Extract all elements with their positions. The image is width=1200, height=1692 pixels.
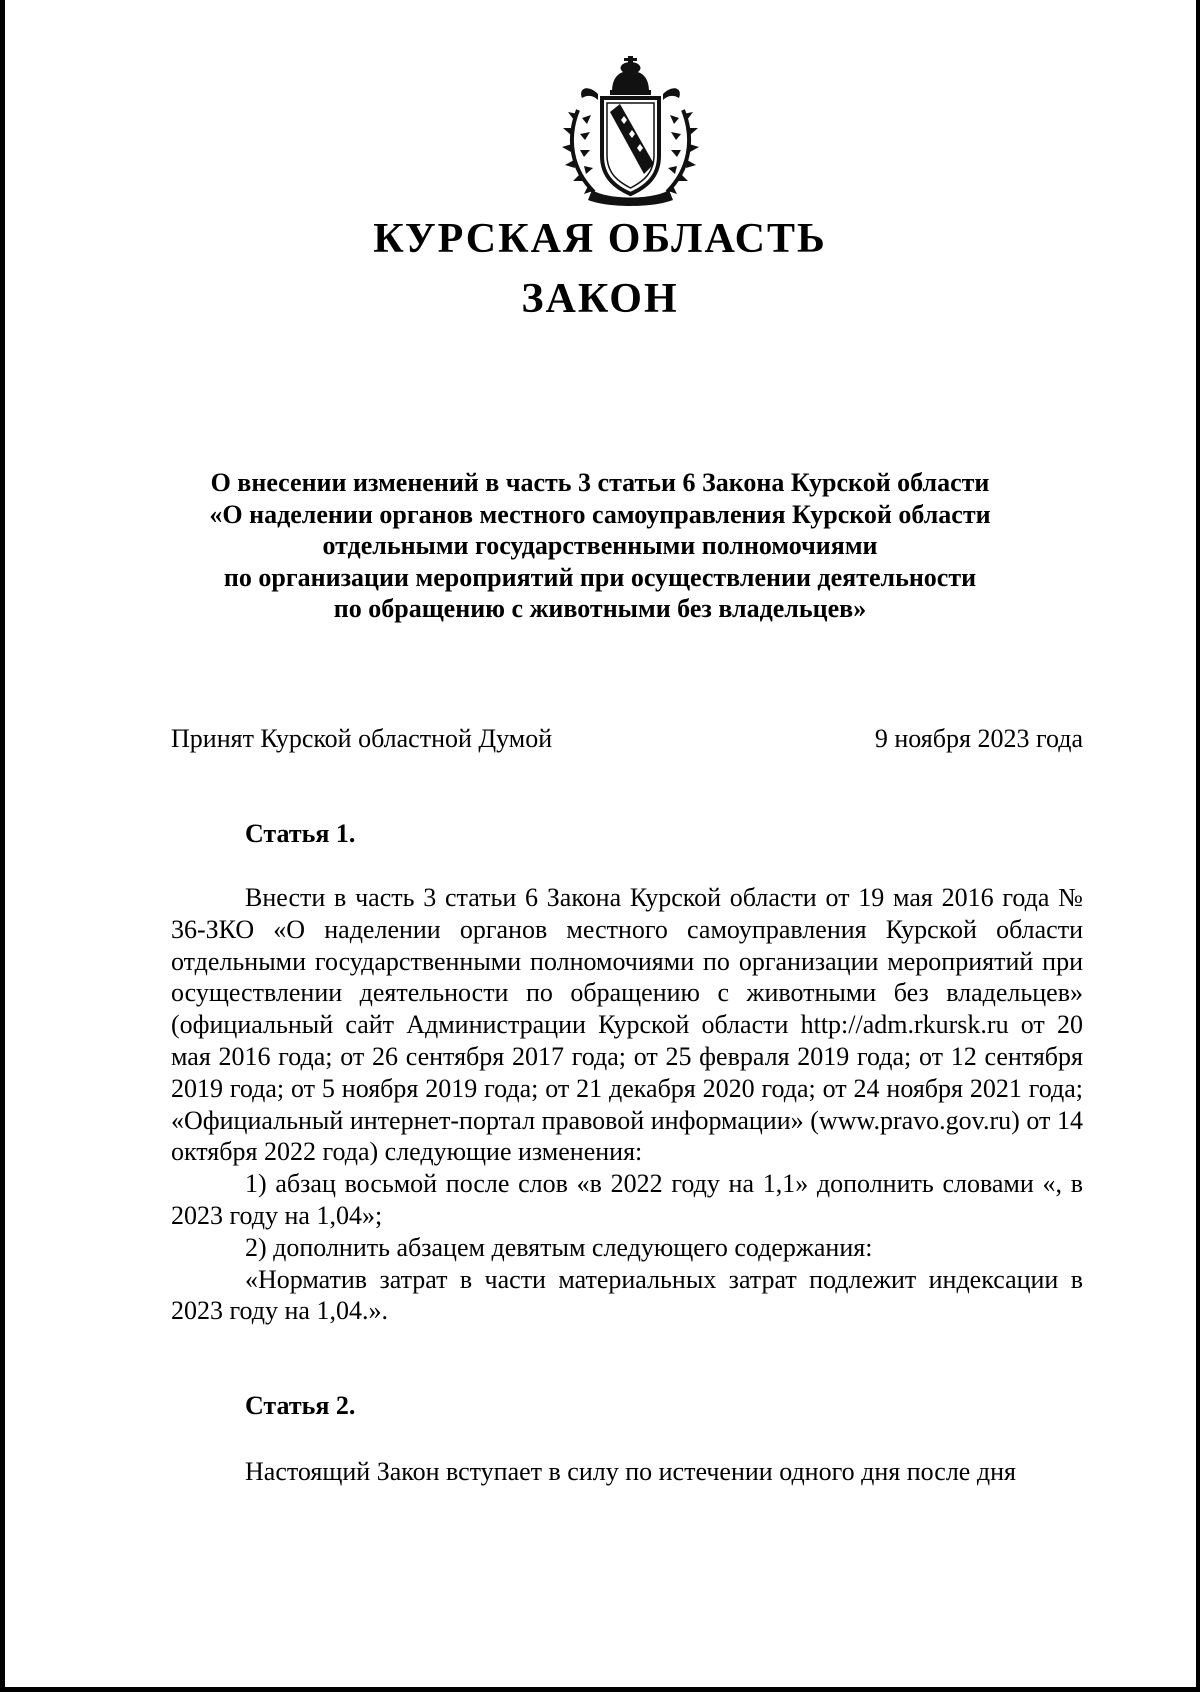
article-1-paragraph: 1) абзац восьмой после слов «в 2022 году на 1,1» дополнить словами «, в 2023 году на 1,04»; (171, 1169, 1083, 1230)
coat-of-arms-icon (558, 54, 703, 206)
article-1-paragraph: 2) дополнить абзацем девятым следующего содержания: (245, 1232, 873, 1262)
law-title-line: по обращению с животными без владельцев» (333, 594, 867, 623)
law-title (120, 467, 1080, 625)
law-title-line: по организации мероприятий при осуществлении деятельности (223, 562, 977, 592)
article-1-heading: Статья 1. (245, 819, 356, 848)
law-title-line: отдельными государственными полномочиями (322, 531, 878, 560)
adopted-by: Принят Курской областной Думой (171, 724, 553, 753)
article-2-paragraph: Настоящий Закон вступает в силу по истечении одного дня после дня (245, 1457, 1016, 1486)
article-1-paragraph: «Норматив затрат в части материальных затрат подлежит индексации в 2023 году на 1,04.». (171, 1264, 1083, 1326)
region-name: КУРСКАЯ ОБЛАСТЬ (373, 216, 827, 262)
adoption-line (171, 723, 1083, 755)
article-2-heading: Статья 2. (245, 1391, 356, 1420)
law-title-line: «О наделении органов местного самоуправления Курской области (209, 499, 991, 529)
article-1-body (171, 882, 1083, 1327)
article-2-body (171, 1456, 1083, 1488)
law-title-line: О внесении изменений в часть 3 статьи 6 Закона Курской области (210, 468, 990, 497)
article-1-paragraph: Внести в часть 3 статьи 6 Закона Курской области от 19 мая 2016 года № 36-ЗКО «О наделении органов местного самоуправления Курской области отдельными государственными полномочиями по организации мероприятий при осуществлении деятельности по обращению с животными без владельцев» (официальный сайт Администрации Курской области http://adm.rkursk.ru от 20 мая 2016 года; от 26 сентября 2017 года; от 25 февраля 2019 года; от 12 сентября 2019 года; от 5 ноября 2019 года; от 21 декабря 2020 года; от 24 ноября 2021 года; «Официальный интернет-портал правовой информации» (www.pravo.gov.ru) от 14 октября 2022 года) следующие изменения: (171, 883, 1083, 1167)
document-type: ЗАКОН (521, 276, 679, 322)
scan-border-bottom (0, 1687, 1200, 1692)
adoption-date: 9 ноября 2023 года (874, 724, 1083, 753)
